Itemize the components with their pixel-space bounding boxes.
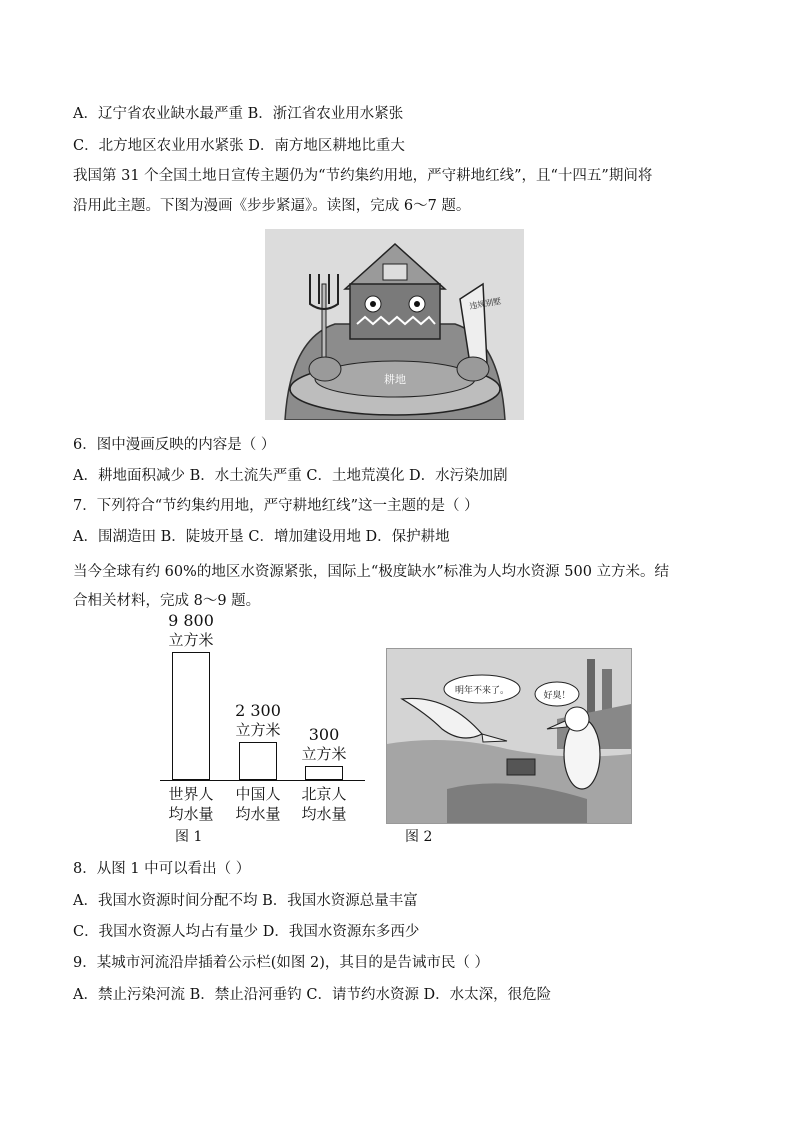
question-9: 9．某城市河流沿岸插着公示栏(如图 2)，其目的是告诫市民（ ） [73,955,489,971]
chart-area [155,608,370,848]
question-9-options: A．禁止污染河流 B．禁止沿河垂钓 C．请节约水资源 D．水太深，很危险 [73,987,552,1003]
passage-line-1: 我国第 31 个全国土地日宣传主题仍为“节约集约用地，严守耕地红线”，且“十四五”期间将 [73,168,653,184]
question-7-options: A．围湖造田 B．陡坡开垦 C．增加建设用地 D．保护耕地 [73,529,450,545]
question-6-options: A．耕地面积减少 B．水土流失严重 C．土地荒漠化 D．水污染加剧 [73,468,508,484]
chart-value-label-1: 9 800 [168,611,214,630]
chart-category-label-2-1: 中国人 [235,785,281,803]
chart-bar-2 [239,742,277,780]
cartoon-monster-illustration [265,229,524,420]
polluted-river-illustration [387,649,631,823]
chart-baseline [160,780,365,781]
passage-water-2: 合相关材料，完成 8～9 题。 [73,593,261,609]
chart-category-label-1-1: 世界人 [168,785,214,803]
chart-category-label-3-1: 北京人 [301,785,347,803]
chart-unit-label-3: 立方米 [301,745,347,763]
chart-category-label-2-2: 均水量 [235,805,281,823]
chart-bar-3 [305,766,343,780]
option-line-5b: C．北方地区农业用水紧张 D．南方地区耕地比重大 [73,138,405,154]
bubble-left-text: 明年不来了。 [454,686,510,696]
chart-category-label-1-2: 均水量 [168,805,214,823]
passage-line-2: 沿用此主题。下图为漫画《步步紧逼》。读图，完成 6～7 题。 [73,198,471,214]
knife-label: 违规别墅 [468,296,502,311]
chart-bar-1 [172,652,210,780]
option-line-5a: A．辽宁省农业缺水最严重 B．浙江省农业用水紧张 [73,106,404,122]
figure-2-cartoon [386,648,632,824]
figure-1-caption: 图 1 [175,829,203,845]
chart-value-label-3: 300 [308,725,340,744]
figure-1-bar-chart [155,608,370,848]
passage-water-1: 当今全球有约 60%的地区水资源紧张，国际上“极度缺水”标准为人均水资源 500 立方米。结 [73,564,670,580]
chart-category-label-3-2: 均水量 [301,805,347,823]
chart-unit-label-1: 立方米 [168,631,214,649]
cartoon-step-by-step [265,229,524,420]
bubble-right-text: 好臭！ [543,691,571,701]
question-8-options-ab: A．我国水资源时间分配不均 B．我国水资源总量丰富 [73,893,418,909]
question-8-options-cd: C．我国水资源人均占有量少 D．我国水资源东多西少 [73,924,420,940]
chart-unit-label-2: 立方米 [235,721,281,739]
question-6: 6．图中漫画反映的内容是（ ） [73,437,276,453]
question-7: 7．下列符合“节约集约用地，严守耕地红线”这一主题的是（ ） [73,498,479,514]
figure-2-caption: 图 2 [405,829,433,845]
plate-label: 耕地 [384,373,406,386]
question-8: 8．从图 1 中可以看出（ ） [73,861,251,877]
chart-value-label-2: 2 300 [235,701,281,720]
